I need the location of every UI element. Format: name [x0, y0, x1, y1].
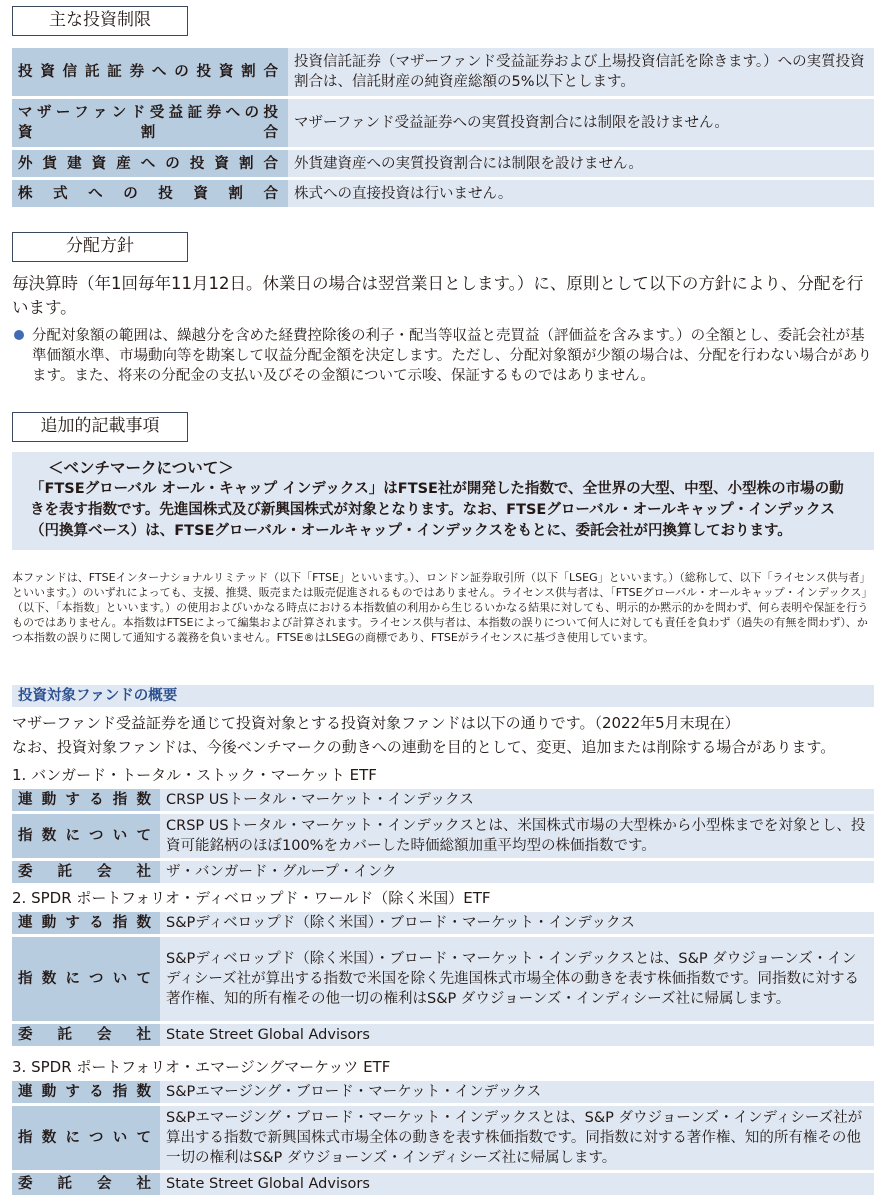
- benchmark-text: 「FTSEグローバル オール・キャップ インデックス」はFTSE社が開発した指数で、全世界の大型、中型、小型株の市場の動きを表す指数です。先進国株式及び新興国株式が対象となります。なお、FTSEグローバル・オールキャップ・インデックス（円換算ベース）は、FTSEグローバル・オールキャップ・インデックスをもとに、委託会社が円換算しております。: [30, 481, 844, 539]
- fund-table: [12, 909, 874, 1049]
- table-row: [12, 937, 874, 1021]
- benchmark-title: ＜ベンチマークについて＞: [48, 459, 234, 477]
- table-row: [12, 150, 874, 177]
- fund-name: 1. バンガード・トータル・ストック・マーケット ETF: [12, 766, 377, 784]
- fund-table: [12, 786, 874, 886]
- limit-value: 投資信託証券（マザーファンド受益証券および上場投資信託を除きます。）への実質投資割合は、信託財産の純資産総額の5%以下とします。: [288, 48, 874, 96]
- table-row: [12, 99, 874, 147]
- fund-manager-value: State Street Global Advisors: [160, 1024, 874, 1046]
- fund-about-value: S&Pディベロップド（除く米国）・ブロード・マーケット・インデックスとは、S&P ダウジョーンズ・インディシーズ社が算出する指数で米国を除く先進国株式市場全体の動きを表す株価指数です。同指数に対する著作権、知的所有権その他一切の権利はS&P ダウジョーンズ・インディシーズ社に帰属します。: [160, 937, 874, 1021]
- benchmark-box: [12, 452, 874, 550]
- limit-label: 株式への投資割合: [12, 180, 288, 207]
- limit-value: 株式への直接投資は行いません。: [288, 180, 874, 207]
- fund-about-value: CRSP USトータル・マーケット・インデックスとは、米国株式市場の大型株から小型株までを対象とし、投資可能銘柄のほぼ100%をカバーした時価総額加重平均型の株価指数です。: [160, 814, 874, 858]
- table-row: [12, 814, 874, 858]
- fund-about-label: 指数について: [12, 814, 160, 858]
- table-row: [12, 861, 874, 883]
- disclaimer-text: 本ファンドは、FTSEインターナショナルリミテッド（以下「FTSE」といいます。）、ロンドン証券取引所（以下「LSEG」といいます。）（総称して、以下「ライセンス供与者」といいます。）のいずれによっても、支援、推奨、販売または販売促進されるものではありません。ライセンス供与者は、「FTSEグローバル・オールキャップ・インデックス」（以下、「本指数」といいます。）の使用およびいかなる時点における本指数値の利用から生じるいかなる結果に対しても、明示的か黙示的かを問わず、何ら表明や保証を行うものではありません。本指数はFTSEによって編集および計算されます。ライセンス供与者は、本指数の誤りについて何人に対しても責任を負わず（過失の有無を問わず）、かつ本指数の誤りに関して通知する義務を負いません。FTSE®はLSEGの商標であり、FTSEがライセンスに基づき使用しています。: [12, 571, 873, 644]
- funds-intro-1: マザーファンド受益証券を通じて投資対象とする投資対象ファンドは以下の通りです。（2022年5月末現在）: [12, 714, 740, 732]
- fund-manager-label: 委託会社: [12, 1173, 160, 1195]
- limit-label: 投資信託証券への投資割合: [12, 48, 288, 96]
- fund-about-label: 指数について: [12, 1106, 160, 1170]
- limit-label: 外貨建資産への投資割合: [12, 150, 288, 177]
- fund-about-value: S&Pエマージング・ブロード・マーケット・インデックスとは、S&P ダウジョーンズ・インディシーズ社が算出する指数で新興国株式市場全体の動きを表す株価指数です。同指数に対する著作権、知的所有権その他一切の権利はS&P ダウジョーンズ・インディシーズ社に帰属します。: [160, 1106, 874, 1170]
- table-row: [12, 1106, 874, 1170]
- distribution-bullet: [12, 326, 874, 386]
- fund-name: 3. SPDR ポートフォリオ・エマージングマーケッツ ETF: [12, 1058, 391, 1076]
- limit-value: マザーファンド受益証券への実質投資割合には制限を設けません。: [288, 99, 874, 147]
- funds-intro-2: なお、投資対象ファンドは、今後ベンチマークの動きへの連動を目的として、変更、追加または削除する場合があります。: [12, 738, 836, 756]
- table-row: [12, 1024, 874, 1046]
- fund-index-label: 連動する指数: [12, 912, 160, 934]
- table-row: [12, 912, 874, 934]
- distribution-intro: 毎決算時（年1回毎年11月12日。休業日の場合は翌営業日とします。）に、原則として以下の方針により、分配を行います。: [12, 274, 864, 317]
- investment-limits-table: [12, 45, 874, 210]
- distribution-heading: 分配方針: [12, 232, 188, 262]
- table-row: [12, 1081, 874, 1103]
- additional-heading: 追加的記載事項: [12, 412, 188, 442]
- fund-manager-label: 委託会社: [12, 861, 160, 883]
- distribution-bullet-text: 分配対象額の範囲は、繰越分を含めた経費控除後の利子・配当等収益と売買益（評価益を含みます。）の全額とし、委託会社が基準価額水準、市場動向等を勘案して収益分配金額を決定します。ただし、分配対象額が少額の場合は、分配を行わない場合があります。また、将来の分配金の支払い及びその金額について示唆、保証するものではありません。: [32, 328, 872, 384]
- limit-label: マザーファンド受益証券への投資割合: [12, 99, 288, 147]
- fund-manager-value: ザ・バンガード・グループ・インク: [160, 861, 874, 883]
- bullet-icon: [14, 330, 24, 340]
- fund-name: 2. SPDR ポートフォリオ・ディベロップド・ワールド（除く米国）ETF: [12, 889, 491, 907]
- fund-index-label: 連動する指数: [12, 1081, 160, 1103]
- fund-index-value: CRSP USトータル・マーケット・インデックス: [160, 789, 874, 811]
- table-row: [12, 48, 874, 96]
- investment-limits-heading: 主な投資制限: [12, 6, 188, 36]
- fund-index-label: 連動する指数: [12, 789, 160, 811]
- fund-table: [12, 1078, 874, 1198]
- limit-value: 外貨建資産への実質投資割合には制限を設けません。: [288, 150, 874, 177]
- fund-manager-value: State Street Global Advisors: [160, 1173, 874, 1195]
- fund-index-value: S&Pディベロップド（除く米国）・ブロード・マーケット・インデックス: [160, 912, 874, 934]
- fund-index-value: S&Pエマージング・ブロード・マーケット・インデックス: [160, 1081, 874, 1103]
- table-row: [12, 180, 874, 207]
- table-row: [12, 789, 874, 811]
- fund-about-label: 指数について: [12, 937, 160, 1021]
- funds-overview-title: 投資対象ファンドの概要: [12, 685, 874, 707]
- table-row: [12, 1173, 874, 1195]
- fund-manager-label: 委託会社: [12, 1024, 160, 1046]
